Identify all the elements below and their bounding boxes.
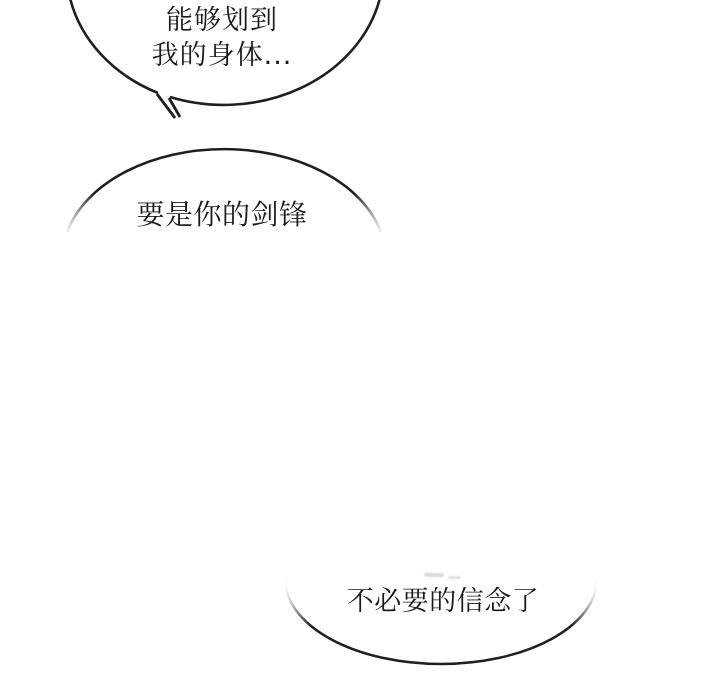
speech-bubble-bottom-text bbox=[347, 586, 540, 617]
faded-ink-smudge bbox=[424, 573, 444, 578]
speech-bubble-top-text bbox=[152, 3, 293, 73]
speech-text-line: 我的身体... bbox=[151, 40, 293, 71]
speech-text-line: 要是你的剑锋 bbox=[136, 198, 308, 231]
speech-text-line: 不必要的信念了 bbox=[346, 586, 540, 617]
speech-bubble-middle-text bbox=[136, 200, 307, 230]
faded-ink-smudge bbox=[448, 576, 461, 579]
speech-text-line: 能够划到 bbox=[166, 5, 278, 36]
speech-bubble-top-outline-left bbox=[70, 0, 158, 93]
